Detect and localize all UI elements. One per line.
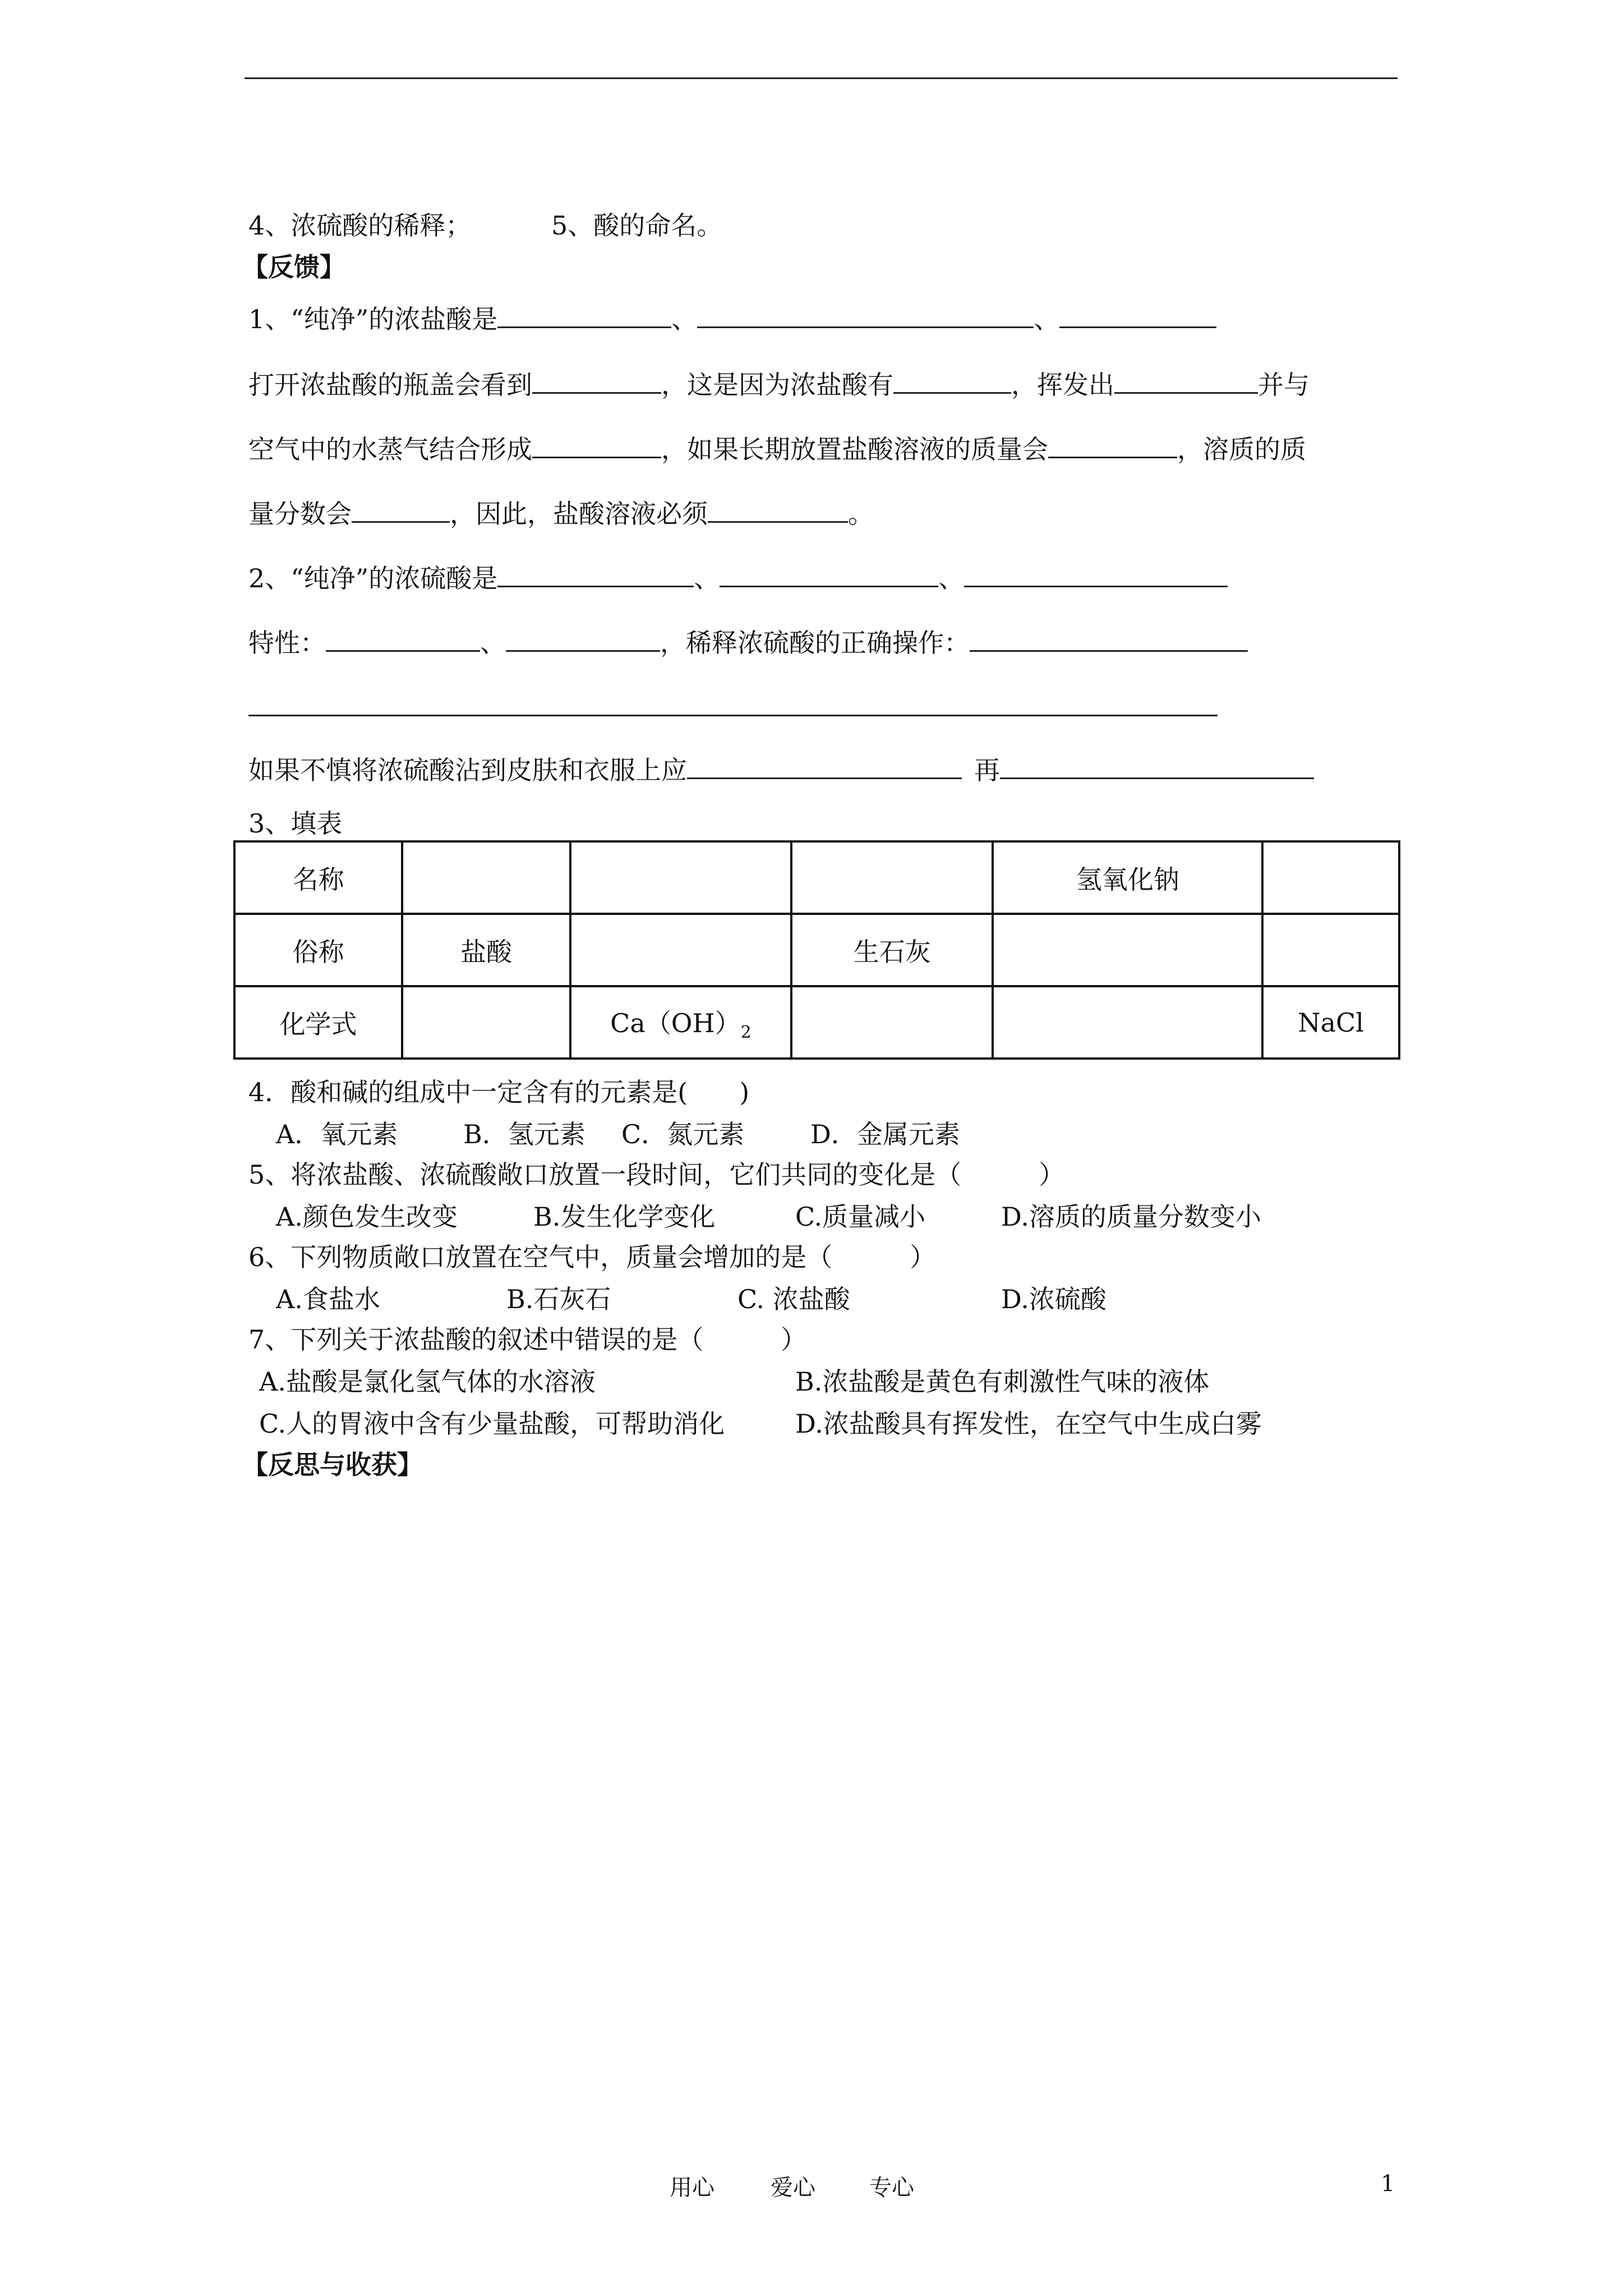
q7-stem: 7、下列关于浓盐酸的叙述中错误的是（ ） — [248, 1324, 807, 1355]
table-cell[interactable] — [402, 986, 570, 1059]
q2-blank-6[interactable] — [970, 627, 1248, 652]
footer-motto-2: 爱心 — [771, 2175, 815, 2201]
table-cell[interactable] — [993, 986, 1262, 1059]
q1-line2c: ，挥发出 — [1011, 370, 1114, 400]
table-row — [234, 986, 1399, 1059]
table-cell: 俗称 — [234, 914, 402, 986]
q6-option-d[interactable]: D.浓硫酸 — [1001, 1284, 1106, 1314]
q1-line3 — [248, 429, 1306, 466]
q2-blank-3[interactable] — [964, 562, 1228, 587]
q1-line3a: 空气中的水蒸气结合形成 — [248, 434, 532, 464]
q1-blank-8[interactable] — [1048, 433, 1177, 458]
q1-blank-2[interactable] — [697, 303, 1034, 328]
q1-line1 — [248, 299, 1216, 336]
table-cell: 名称 — [234, 841, 402, 914]
table-cell[interactable] — [791, 841, 993, 914]
q1-label: 1、“纯净”的浓盐酸是 — [248, 304, 498, 334]
q7-option-d[interactable]: D.浓盐酸具有挥发性，在空气中生成白雾 — [795, 1409, 1262, 1439]
table-row — [234, 914, 1399, 986]
q1-line4c: 。 — [848, 499, 874, 529]
q2-blank-2[interactable] — [720, 562, 938, 587]
q5-option-d[interactable]: D.溶质的质量分数变小 — [1001, 1202, 1261, 1232]
table-cell: 化学式 — [234, 986, 402, 1059]
table-cell-formula — [570, 986, 791, 1059]
fill-table — [233, 840, 1400, 1060]
sep: 、 — [671, 304, 698, 334]
sep: 、 — [938, 563, 965, 593]
table-cell[interactable] — [791, 986, 993, 1059]
formula-subscript: 2 — [740, 1022, 751, 1042]
formula-main: Ca（OH） — [610, 1007, 741, 1038]
feedback-heading: 【反馈】 — [242, 252, 345, 282]
q2-blank-7[interactable] — [687, 754, 962, 779]
q5-option-c[interactable]: C.质量减小 — [795, 1202, 926, 1232]
q2-label: 2、“纯净”的浓硫酸是 — [248, 563, 498, 593]
q7-option-c[interactable]: C.人的胃液中含有少量盐酸，可帮助消化 — [259, 1409, 725, 1439]
table-cell: 盐酸 — [402, 914, 570, 986]
q1-blank-4[interactable] — [532, 369, 661, 394]
outline-item-4: 4、浓硫酸的稀释； — [248, 210, 472, 241]
sep: 、 — [694, 563, 720, 593]
q1-line3c: ，溶质的质 — [1177, 434, 1306, 464]
q1-line4b: ，因此，盐酸溶液必须 — [450, 499, 708, 529]
q5-option-b[interactable]: B.发生化学变化 — [533, 1202, 716, 1232]
table-cell[interactable] — [570, 914, 791, 986]
q2-blank-1[interactable] — [497, 562, 694, 587]
q3-title: 3、填表 — [248, 808, 343, 839]
table-cell[interactable] — [993, 914, 1262, 986]
q1-line2d: 并与 — [1258, 370, 1310, 400]
q1-line3b: ，如果长期放置盐酸溶液的质量会 — [661, 434, 1048, 464]
q2-blank-5[interactable] — [506, 627, 660, 652]
q2-blank-4[interactable] — [326, 627, 480, 652]
q1-blank-10[interactable] — [708, 498, 848, 523]
q6-option-b[interactable]: B.石灰石 — [506, 1284, 611, 1314]
q6-option-c[interactable]: C. 浓盐酸 — [737, 1284, 850, 1314]
q1-line2 — [248, 365, 1310, 402]
q2-line2 — [248, 623, 1248, 660]
q2-line4a: 如果不慎将浓硫酸沾到皮肤和衣服上应 — [248, 755, 687, 785]
footer-motto-1: 用心 — [670, 2175, 714, 2201]
q5-option-a[interactable]: A.颜色发生改变 — [276, 1202, 458, 1232]
q1-line2b: ，这是因为浓盐酸有 — [661, 370, 893, 400]
q7-option-b[interactable]: B.浓盐酸是黄色有刺激性气味的液体 — [795, 1366, 1210, 1397]
table-row — [234, 841, 1399, 914]
q1-blank-7[interactable] — [532, 433, 661, 458]
q2-blank-8[interactable] — [1000, 754, 1314, 779]
q1-blank-9[interactable] — [352, 498, 450, 523]
q1-blank-3[interactable] — [1059, 303, 1216, 328]
table-cell: NaCl — [1262, 986, 1399, 1059]
sep: 、 — [480, 628, 506, 658]
q1-line2a: 打开浓盐酸的瓶盖会看到 — [248, 370, 532, 400]
q4-stem: 4．酸和碱的组成中一定含有的元素是( ) — [248, 1077, 750, 1107]
q4-option-b[interactable]: B．氢元素 — [463, 1119, 585, 1149]
q2-line1 — [248, 558, 1228, 595]
table-cell: 氢氧化钠 — [993, 841, 1262, 914]
q4-option-d[interactable]: D．金属元素 — [810, 1119, 960, 1149]
table-cell[interactable] — [402, 841, 570, 914]
q1-blank-6[interactable] — [1114, 369, 1258, 394]
q1-line4 — [248, 494, 874, 531]
q6-option-a[interactable]: A.食盐水 — [276, 1284, 380, 1314]
q2-line2b: ，稀释浓硫酸的正确操作： — [660, 628, 970, 658]
q6-stem: 6、下列物质敞口放置在空气中，质量会增加的是（ ） — [248, 1242, 936, 1272]
q5-stem: 5、将浓盐酸、浓硫酸敞口放置一段时间，它们共同的变化是（ ） — [248, 1159, 1065, 1190]
table-cell[interactable] — [1262, 841, 1399, 914]
q2-line4 — [248, 750, 1314, 787]
header-rule — [245, 77, 1398, 79]
q2-line2a: 特性： — [248, 628, 326, 658]
q4-option-c[interactable]: C．氮元素 — [621, 1119, 745, 1149]
footer-motto-3: 专心 — [869, 2175, 914, 2201]
q4-option-a[interactable]: A．氧元素 — [276, 1119, 398, 1149]
page-number: 1 — [1381, 2171, 1395, 2197]
table-cell: 生石灰 — [791, 914, 993, 986]
sep: 、 — [1034, 304, 1060, 334]
q1-blank-1[interactable] — [497, 303, 671, 328]
q2-line4b: 再 — [974, 755, 1000, 785]
q2-blank-line[interactable] — [248, 715, 1218, 716]
table-cell[interactable] — [570, 841, 791, 914]
outline-item-5: 5、酸的命名。 — [551, 210, 723, 241]
q1-line4a: 量分数会 — [248, 499, 352, 529]
q7-option-a[interactable]: A.盐酸是氯化氢气体的水溶液 — [259, 1366, 596, 1397]
table-cell[interactable] — [1262, 914, 1399, 986]
reflection-heading: 【反思与收获】 — [242, 1450, 423, 1480]
q1-blank-5[interactable] — [893, 369, 1011, 394]
